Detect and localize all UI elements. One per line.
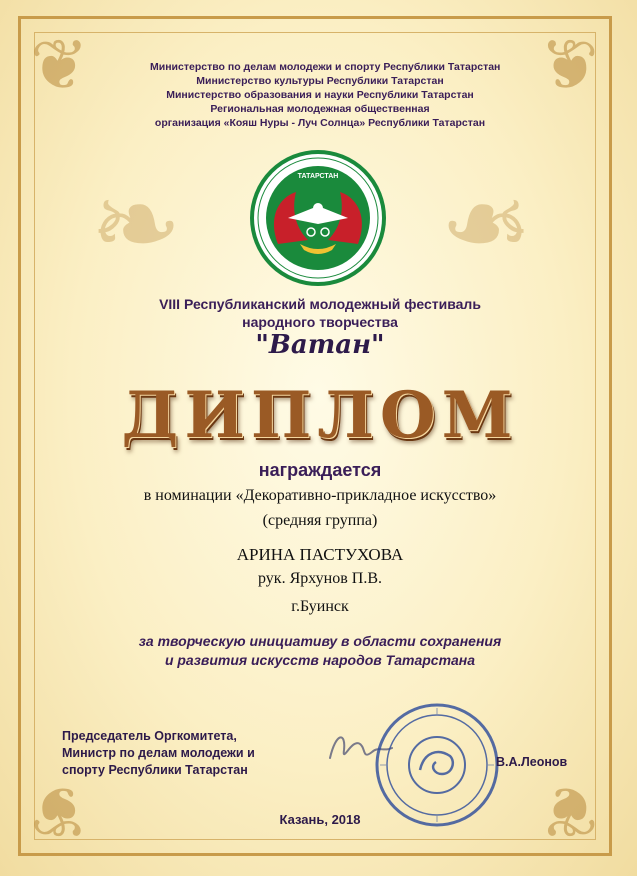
organizer-line: Министерство образования и науки Республики Татарстан	[166, 89, 474, 101]
chairman-line3: спорту Республики Татарстан	[62, 763, 248, 777]
corner-ornament-icon: ❦	[540, 24, 599, 106]
flourish-icon: ❧	[90, 160, 183, 288]
chairman-line1: Председатель Оргкомитета,	[62, 729, 237, 743]
festival-title	[110, 295, 530, 331]
festival-title-line2: народного творчества	[242, 314, 398, 330]
organizer-line: Министерство культуры Республики Татарстан	[196, 75, 444, 87]
supervisor-text: рук. Ярхунов П.В.	[258, 570, 382, 587]
motto-line2: и развития искусств народов Татарстана	[164, 652, 476, 668]
organizers-block	[150, 60, 501, 130]
logo-top-text: ТАТАРСТАН	[297, 173, 339, 180]
chairman-line2: Министр по делам молодежи и	[62, 746, 255, 760]
diploma-heading: ДИПЛОМ	[121, 378, 519, 453]
signer-name: В.А.Леонов	[496, 755, 568, 769]
nomination-text: в номинации «Декоративно-прикладное искусство»	[143, 487, 497, 504]
recipient-name: АРИНА ПАСТУХОВА	[236, 545, 404, 564]
awarded-label: награждается	[258, 460, 382, 480]
motto-block	[90, 632, 550, 670]
chairman-block	[62, 728, 282, 779]
group-text: (средняя группа)	[262, 512, 378, 529]
official-seal-icon	[372, 700, 502, 830]
corner-ornament-icon: ❦	[30, 770, 89, 852]
recipient-city: г.Буинск	[291, 598, 349, 615]
flourish-icon: ❧	[440, 160, 533, 288]
motto-line1: за творческую инициативу в области сохранения	[138, 633, 502, 649]
festival-name: "Ватан"	[255, 330, 385, 360]
corner-ornament-icon: ❦	[30, 24, 89, 106]
organizer-line: организация «Кояш Нуры - Луч Солнца» Республики Татарстан	[154, 117, 486, 129]
organizer-line: Региональная молодежная общественная	[210, 103, 430, 115]
festival-title-line1: VIII Республиканский молодежный фестиваль	[159, 296, 481, 312]
place-date: Казань, 2018	[279, 812, 361, 827]
organizer-line: Министерство по делам молодежи и спорту Республики Татарстан	[150, 61, 501, 73]
corner-ornament-icon: ❦	[540, 770, 599, 852]
festival-logo	[248, 148, 388, 288]
